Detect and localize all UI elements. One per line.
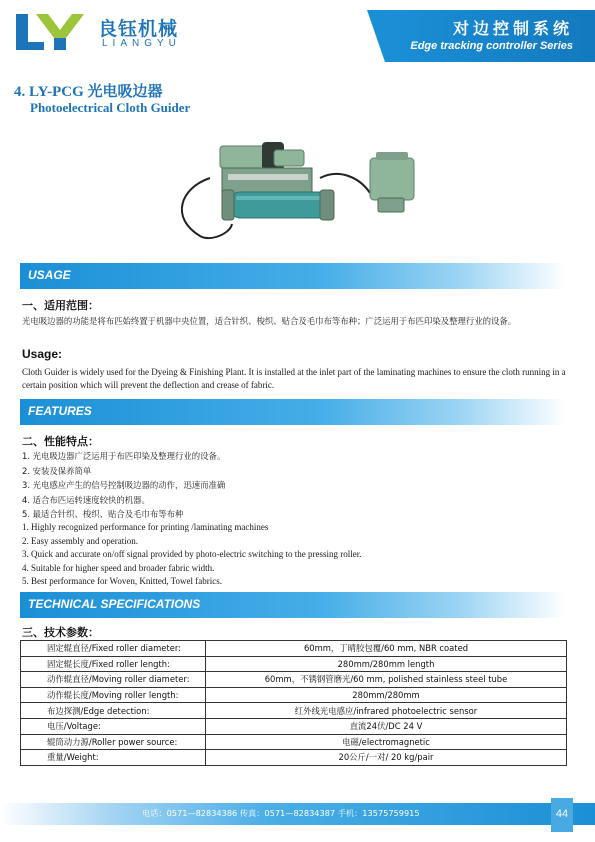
spec-key: 动作辊直径/Moving roller diameter: (21, 672, 206, 688)
spec-value: 直流24伏/DC 24 V (206, 718, 567, 734)
series-banner (385, 10, 595, 62)
specs-section-bar (20, 592, 567, 618)
spec-value: 280mm/280mm (206, 687, 567, 703)
spec-value: 红外线光电感应/infrared photoelectric sensor (206, 703, 567, 719)
spec-value: 20公斤/一对/ 20 kg/pair (206, 750, 567, 766)
list-item: 5. Best performance for Woven, Knitted, Towel fabrics. (22, 576, 223, 586)
table-row (21, 703, 567, 719)
usage-section-bar (20, 263, 567, 289)
spec-key: 固定辊直径/Fixed roller diameter: (21, 641, 206, 657)
spec-key: 电压/Voltage: (21, 718, 206, 734)
usage-en-text: Cloth Guider is widely used for the Dyeing & Finishing Plant. It is installed at the inlet part of the laminating machines to ensure the cloth running in a certain position which will prevent the deflection and crease of fabric. (22, 367, 566, 390)
list-item: 3. Quick and accurate on/off signal provided by photo-electric switching to the pressing roller. (22, 549, 362, 559)
usage-cn-text: 光电吸边器的功能是将布匹始终置于机器中央位置，适合针织、梭织、贴合及毛巾布等布种；广泛运用于布匹印染及整理行业的设备。 (22, 316, 517, 326)
table-row (21, 718, 567, 734)
spec-key: 布边探测/Edge detection: (21, 703, 206, 719)
spec-key: 辊筒动力源/Roller power source: (21, 734, 206, 750)
features-cn-list (22, 449, 225, 522)
series-title-cn: 对边控制系统 (452, 19, 573, 38)
footer-bar (0, 803, 595, 825)
features-bar-label: FEATURES (28, 404, 92, 418)
logo-chinese-name: 良钰机械 (98, 18, 179, 40)
spec-key: 固定辊长度/Fixed roller length: (21, 656, 206, 672)
features-cn-heading: 二、性能特点： (22, 435, 99, 448)
usage-bar-label: USAGE (28, 268, 71, 282)
product-title: 4. LY-PCG 光电吸边器 (14, 84, 163, 100)
table-row (21, 656, 567, 672)
spec-value: 280mm/280mm length (206, 656, 567, 672)
usage-en-heading: Usage: (22, 347, 63, 361)
list-item: 5. 最适合针织、梭织、贴合及毛巾布等布种 (22, 509, 184, 519)
spec-value: 电磁/electromagnetic (206, 734, 567, 750)
table-row (21, 750, 567, 766)
ly-logo-icon (14, 10, 92, 52)
logo-english-name: LIANGYU (102, 38, 181, 49)
list-item: 2. 安装及保养简单 (22, 465, 92, 476)
table-row (21, 641, 567, 657)
list-item: 3. 光电感应产生的信号控制吸边器的动作，迅速而准确 (22, 480, 226, 490)
spec-key: 动作辊长度/Moving roller length: (21, 687, 206, 703)
specs-bar-label: TECHNICAL SPECIFICATIONS (28, 597, 201, 611)
series-title-en: Edge tracking controller Series (410, 40, 573, 52)
list-item: 4. Suitable for higher speed and broader fabric width. (22, 562, 215, 573)
spec-key: 重量/Weight: (21, 750, 206, 766)
list-item: 2. Easy assembly and operation. (22, 535, 138, 546)
features-en-list (22, 521, 362, 589)
list-item: 1. Highly recognized performance for printing /laminating machines (22, 522, 269, 532)
specs-cn-heading: 三、技术参数： (22, 626, 99, 639)
spec-table (20, 640, 567, 766)
usage-cn-heading: 一、适用范围： (22, 299, 99, 312)
footer-contact: 电话：0571—82834386 传真：0571—82834387 手机：13575759915 (142, 808, 420, 818)
spec-value: 60mm，丁晴胶包覆/60 mm, NBR coated (206, 641, 567, 657)
table-row (21, 687, 567, 703)
company-logo (14, 8, 194, 54)
spec-value: 60mm，不锈钢管磨光/60 mm, polished stainless steel tube (206, 672, 567, 688)
page-number: 44 (555, 808, 569, 820)
table-row (21, 672, 567, 688)
list-item: 4. 适合布匹运转速度较快的机器。 (22, 494, 150, 505)
page-header (0, 0, 595, 62)
features-section-bar (20, 399, 567, 425)
list-item: 1. 光电吸边器广泛运用于布匹印染及整理行业的设备。 (22, 451, 226, 461)
product-photo (170, 138, 430, 250)
product-subtitle: Photoelectrical Cloth Guider (30, 100, 191, 115)
table-row (21, 734, 567, 750)
